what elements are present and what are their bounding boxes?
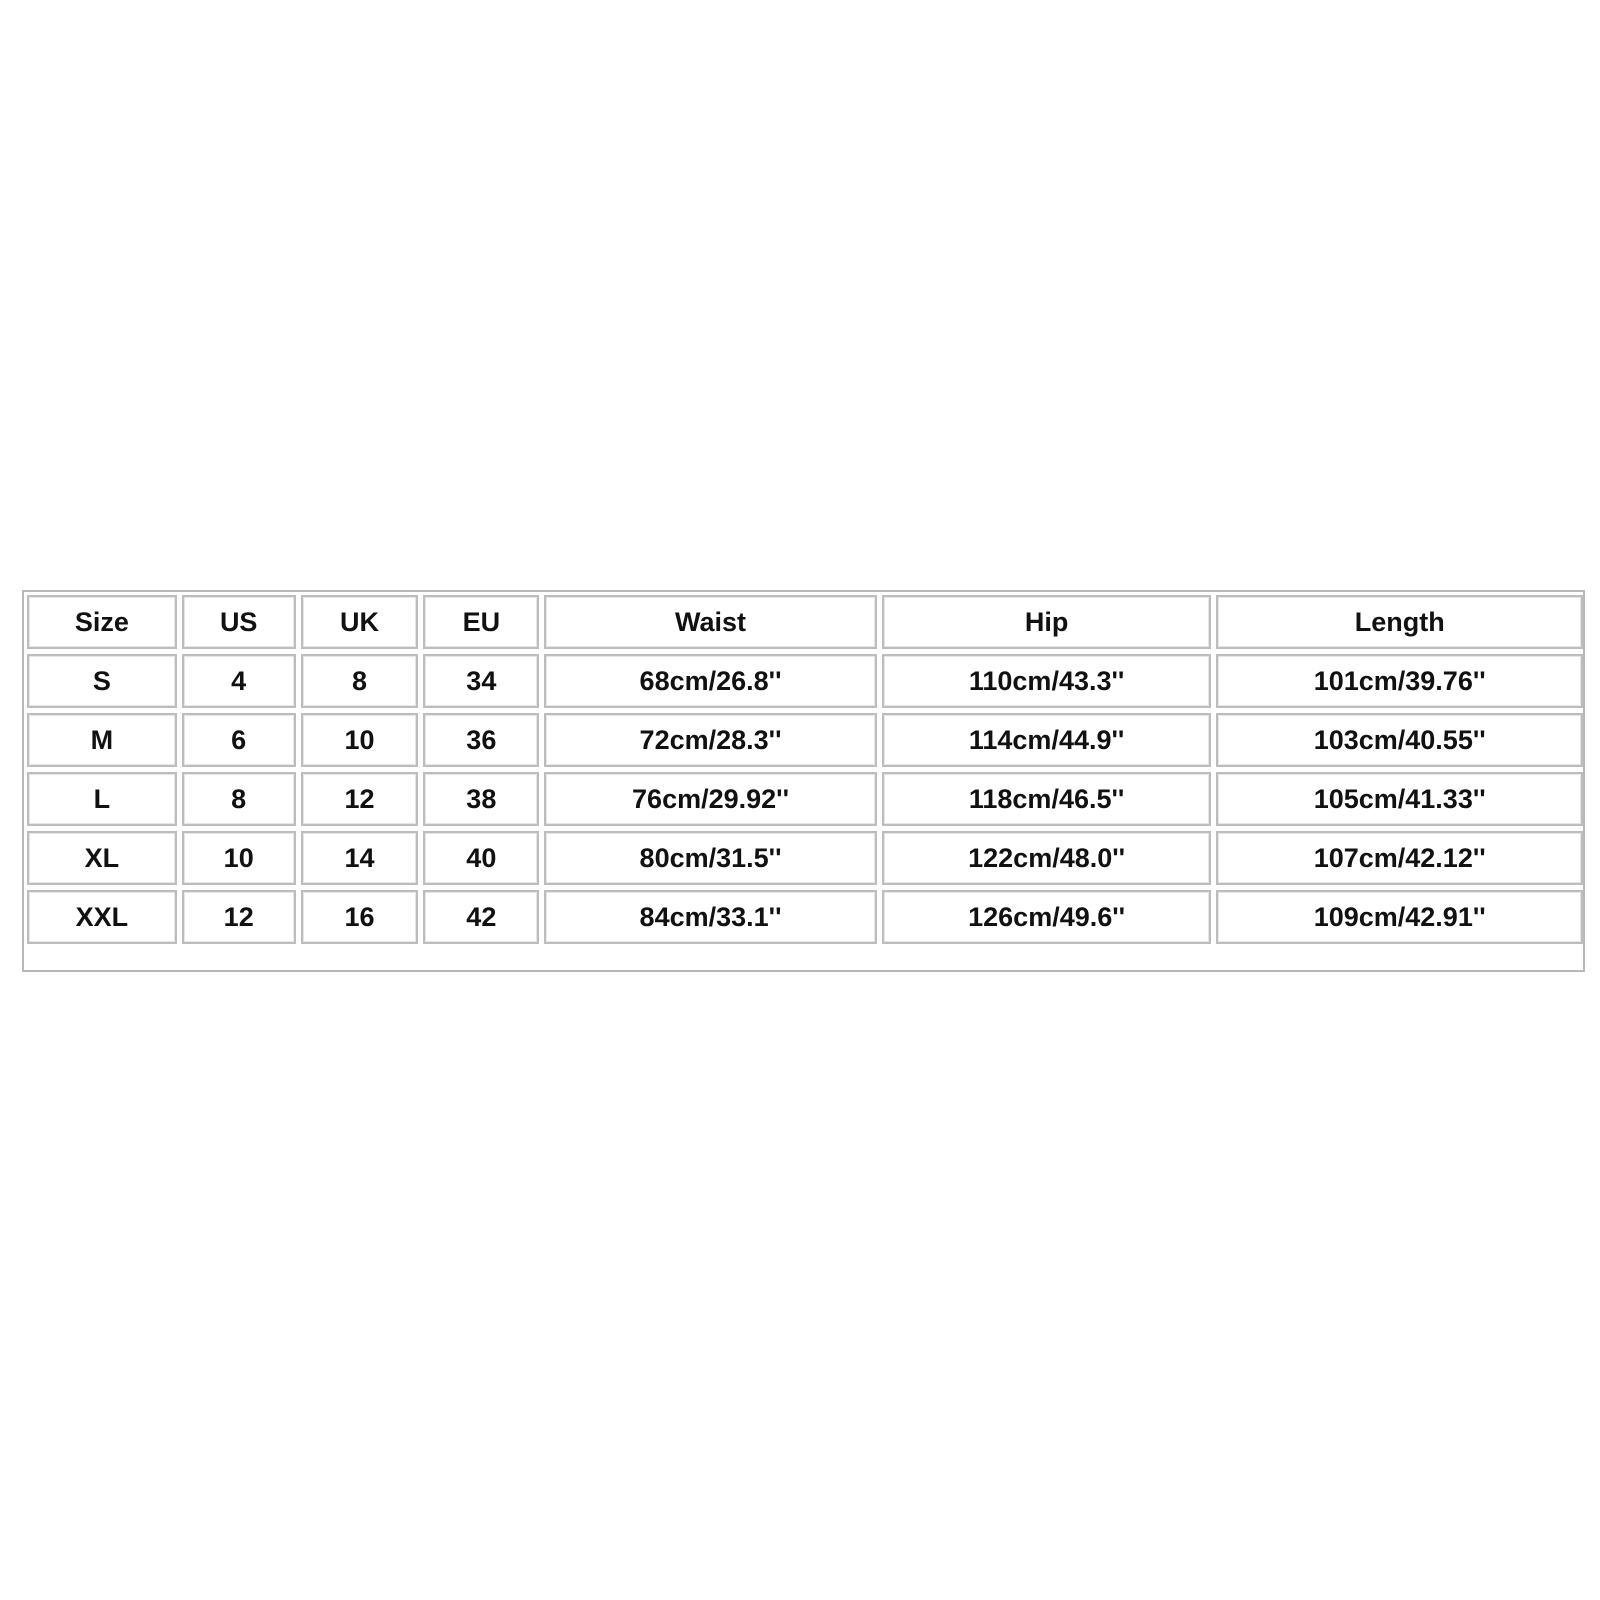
cell-us: 6 <box>182 713 296 767</box>
table-row <box>27 772 1583 826</box>
cell-eu: 42 <box>423 890 539 944</box>
cell-waist: 72cm/28.3'' <box>544 713 877 767</box>
cell-eu: 36 <box>423 713 539 767</box>
cell-size: XXL <box>27 890 177 944</box>
cell-eu: 40 <box>423 831 539 885</box>
table-row <box>27 890 1583 944</box>
cell-hip: 126cm/49.6'' <box>882 890 1212 944</box>
header-size: Size <box>27 595 177 649</box>
cell-us: 12 <box>182 890 296 944</box>
cell-uk: 14 <box>301 831 419 885</box>
cell-uk: 16 <box>301 890 419 944</box>
cell-us: 10 <box>182 831 296 885</box>
cell-eu: 38 <box>423 772 539 826</box>
cell-uk: 12 <box>301 772 419 826</box>
cell-us: 8 <box>182 772 296 826</box>
cell-hip: 122cm/48.0'' <box>882 831 1212 885</box>
cell-length: 103cm/40.55'' <box>1216 713 1583 767</box>
cell-waist: 76cm/29.92'' <box>544 772 877 826</box>
header-length: Length <box>1216 595 1583 649</box>
cell-length: 107cm/42.12'' <box>1216 831 1583 885</box>
header-hip: Hip <box>882 595 1212 649</box>
cell-waist: 80cm/31.5'' <box>544 831 877 885</box>
header-us: US <box>182 595 296 649</box>
cell-length: 109cm/42.91'' <box>1216 890 1583 944</box>
header-eu: EU <box>423 595 539 649</box>
table-row <box>27 713 1583 767</box>
table-row <box>27 831 1583 885</box>
cell-waist: 68cm/26.8'' <box>544 654 877 708</box>
header-waist: Waist <box>544 595 877 649</box>
cell-us: 4 <box>182 654 296 708</box>
cell-hip: 118cm/46.5'' <box>882 772 1212 826</box>
header-uk: UK <box>301 595 419 649</box>
cell-hip: 114cm/44.9'' <box>882 713 1212 767</box>
cell-eu: 34 <box>423 654 539 708</box>
header-row <box>27 595 1583 649</box>
size-table <box>22 590 1588 949</box>
cell-length: 101cm/39.76'' <box>1216 654 1583 708</box>
table-row <box>27 654 1583 708</box>
cell-size: M <box>27 713 177 767</box>
cell-hip: 110cm/43.3'' <box>882 654 1212 708</box>
cell-waist: 84cm/33.1'' <box>544 890 877 944</box>
cell-size: L <box>27 772 177 826</box>
cell-size: XL <box>27 831 177 885</box>
cell-uk: 10 <box>301 713 419 767</box>
cell-size: S <box>27 654 177 708</box>
cell-length: 105cm/41.33'' <box>1216 772 1583 826</box>
size-chart <box>22 590 1585 972</box>
cell-uk: 8 <box>301 654 419 708</box>
